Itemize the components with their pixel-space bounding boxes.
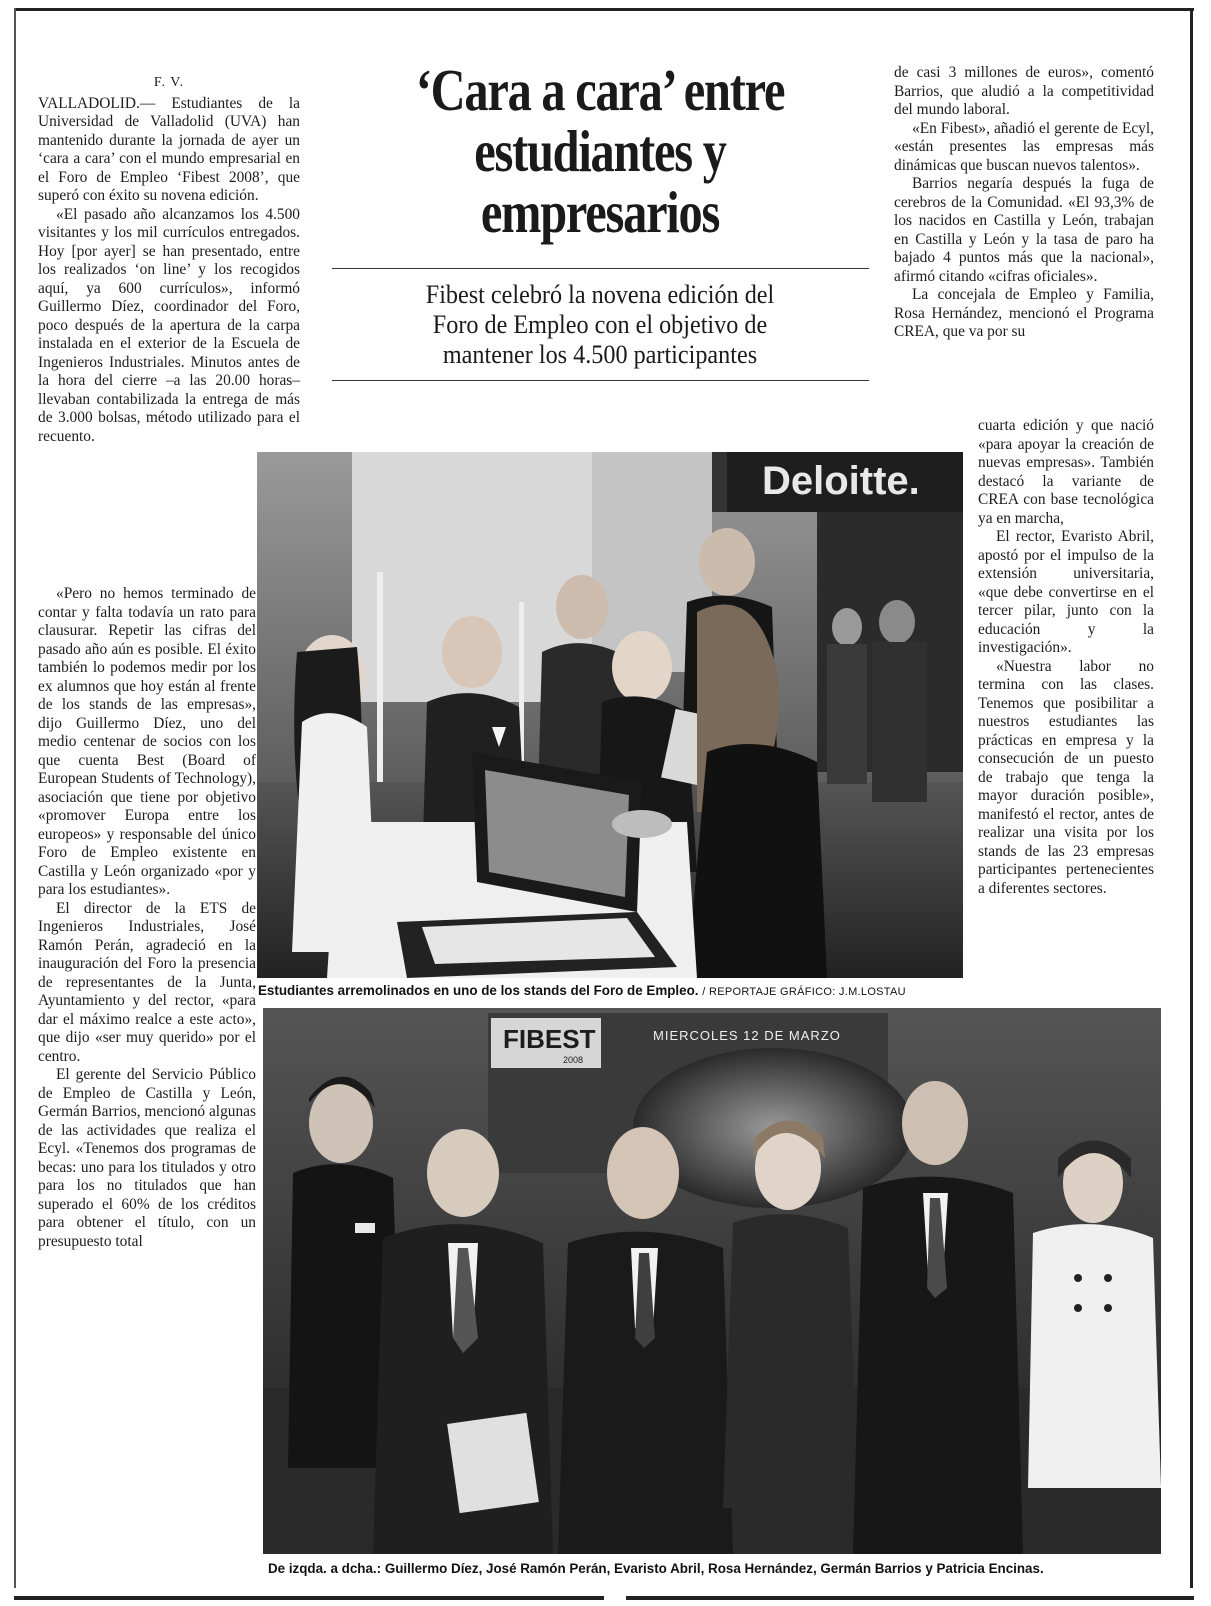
photo1-credit: / REPORTAJE GRÁFICO: J.M.LOSTAU [702,986,906,998]
paragraph: El rector, Evaristo Abril, apostó por el impulso de la extensión universitaria, «que debe convertirse en el tercer pilar, junto con la educación y la investigación». [978,528,1154,656]
headline-rule-bottom [332,380,869,381]
paragraph: «En Fibest», añadió el gerente de Ecyl, «están presentes las empresas más dinámicas que buscan nuevos talentos». [894,119,1154,174]
paragraph: cuarta edición y que nació «para apoyar la creación de nuevas empresas». También destacó la variante de CREA con base tecnológica ya en marcha, [978,417,1154,527]
photo-students-stand-image [257,452,963,978]
right-column-narrow [978,417,1154,898]
subheadline [358,280,842,370]
photo-group-image [263,1008,1161,1554]
paragraph: «Nuestra labor no termina con las clases. Tenemos que posibilitar a nuestros estudiantes las prácticas en empresa y la consecución de un puesto de trabajo que tenga la mayor duración posible», manifestó el rector, antes de realizar una visita por los stands de las 23 empresas participantes pertenecientes a diferentes sectores. [978,657,1154,897]
fibest-logo: FIBEST [503,1024,596,1054]
paragraph: «Pero no hemos terminado de contar y falta todavía un rato para clausurar. Repetir las cifras del pasado año aún es posible. El éxito también lo podemos medir por los ex alumnos que hoy están al frente de los stands de las empresas», dijo Guillermo Díez, uno del medio centenar de socios con los que cuenta Best (Board of European Students of Technology), asociación que tiene por objetivo «promover Europa entre los europeos» y responsable del único Foro de Empleo existente en Castilla y León organizado «por y para los estudiantes». [38,585,256,898]
top-border [14,8,1194,11]
bottom-border-left [14,1596,604,1600]
paragraph: de casi 3 millones de euros», comentó Barrios, que aludió a la competitividad del mundo laboral. [894,64,1154,118]
paragraph: Barrios negaría después la fuga de cerebros de la Comunidad. «El 93,3% de los nacidos en Castilla y León, trabajan en Castilla y León y la tasa de paro ha bajado 4 puntos más que la nacional», afirmó citando «cifras oficiales». [894,175,1154,285]
photo2-caption: De izqda. a dcha.: Guillermo Díez, José Ramón Perán, Evaristo Abril, Rosa Hernández, Germán Barrios y Patricia Encinas. [268,1561,1044,1576]
byline: F. V. [153,75,185,90]
photo-students-stand [257,452,963,978]
subhead-line: Foro de Empleo con el objetivo de [432,310,768,339]
headline [379,57,822,245]
paragraph: «El pasado año alcanzamos los 4.500 visitantes y los mil currículos entregados. Hoy [por ayer] se han presentado, entre los realizados ‘on line’ y los recogidos aquí, ya 600 currículos», informó Guillermo Díez, coordinador del Foro, poco después de la apertura de la carpa instalada en el exterior de la Escuela de Ingenieros Industriales. Minutos antes de la hora del cierre –a las 20.00 horas– llevaban contabilizada la entrega de más de 3.000 bolsas, método utilizado para el recuento. [38,205,300,445]
right-border [1190,8,1193,1588]
headline-line: empresarios [480,179,720,245]
subhead-line: Fibest celebró la novena edición del [425,280,775,309]
left-column-lower [38,585,256,1251]
deloitte-sign: Deloitte. [762,459,920,503]
headline-line: estudiantes y [474,118,726,184]
paragraph: La concejala de Empleo y Familia, Rosa Hernández, mencionó el Programa CREA, que va por su [894,286,1154,340]
banner-date: MIERCOLES 12 DE MARZO [653,1028,841,1043]
photo1-caption [258,983,958,1000]
headline-line: ‘Cara a cara’ entre [415,57,785,123]
headline-rule-top [332,268,869,269]
fibest-year: 2008 [563,1055,584,1065]
photo-group [263,1008,1161,1554]
subhead-line: mantener los 4.500 participantes [442,340,758,369]
right-column [894,64,1154,342]
photo1-caption-text: Estudiantes arremolinados en uno de los stands del Foro de Empleo. [258,983,699,998]
bottom-border-right [626,1596,1194,1600]
left-column [38,74,300,446]
left-border [14,8,16,1588]
paragraph: VALLADOLID.— Estudiantes de la Universidad de Valladolid (UVA) han mantenido durante la jornada de ayer un ‘cara a cara’ con el mundo empresarial en el Foro de Empleo ‘Fibest 2008’, que superó con éxito su novena edición. [38,94,300,204]
paragraph: El director de la ETS de Ingenieros Industriales, José Ramón Perán, agradeció en la inauguración del Foro la presencia de representantes de la Junta, Ayuntamiento y del rector, «para dar el máximo realce a este acto», que dijo «ser muy querido» por el centro. [38,899,256,1065]
paragraph: El gerente del Servicio Público de Empleo de Castilla y León, Germán Barrios, mencionó algunas de las actividades que realiza el Ecyl. «Tenemos dos programas de becas: uno para los titulados y otro para los no titulados que han superado el 60% de los créditos para obtener el título, con un presupuesto total [38,1066,256,1250]
